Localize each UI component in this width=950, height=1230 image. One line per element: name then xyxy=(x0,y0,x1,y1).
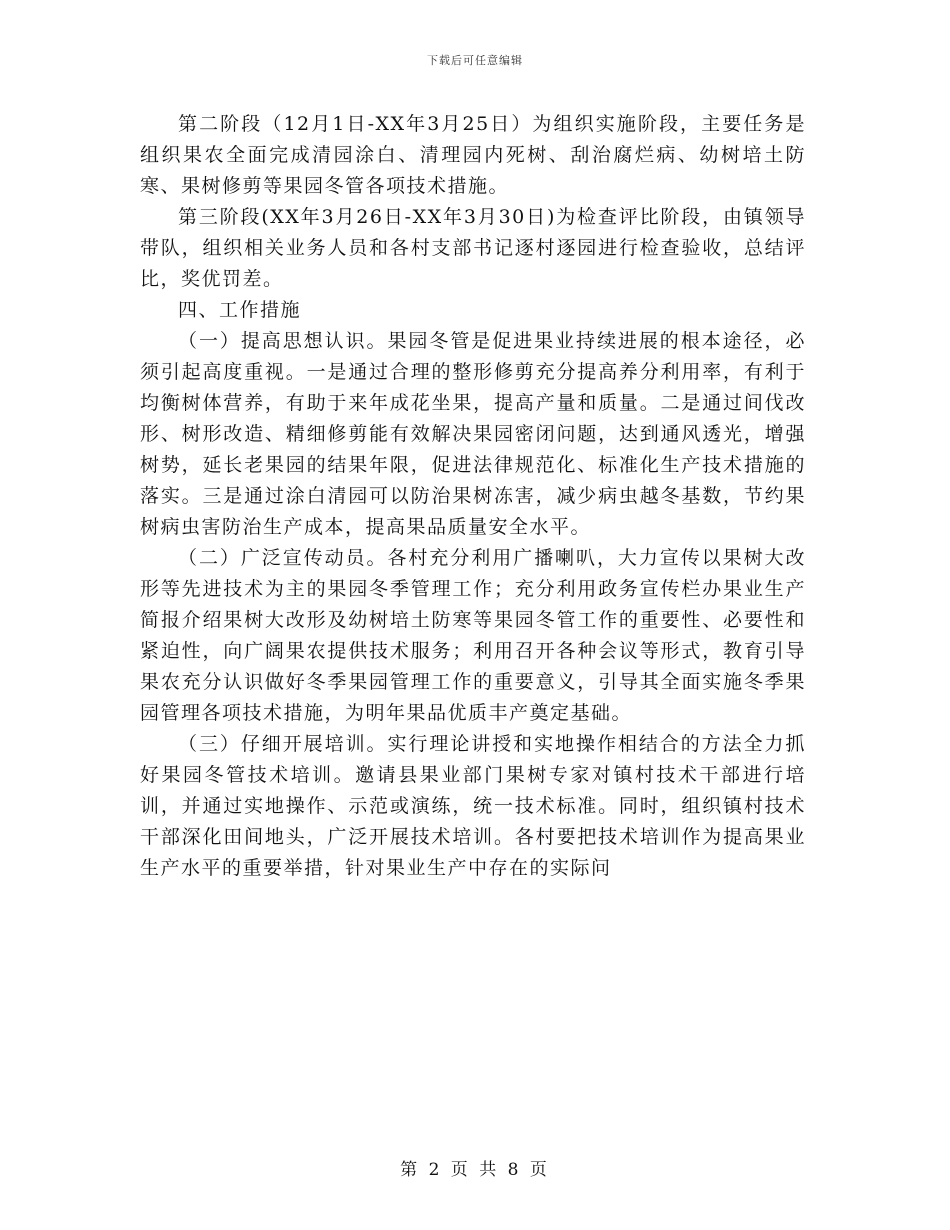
page-number: 第 2 页 共 8 页 xyxy=(400,1160,550,1180)
section-heading-work-measures: 四、工作措施 xyxy=(178,299,302,321)
document-body xyxy=(140,109,806,884)
page-header-note: 下载后可任意编辑 xyxy=(427,54,523,67)
paragraph-measure-one: （一）提高思想认识。果园冬管是促进果业持续进展的根本途径，必须引起高度重视。一是通过合理的整形修剪充分提高养分利用率，有利于均衡树体营养，有助于来年成花坐果，提高产量和质量。二是通过间伐改形、树形改造、精细修剪能有效解决果园密闭问题，达到通风透光，增强树势，延长老果园的结果年限，促进法律规范化、标准化生产技术措施的落实。三是通过涂白清园可以防治果树冻害，减少病虫越冬基数，节约果树病虫害防治生产成本，提高果品质量安全水平。 xyxy=(140,330,806,538)
paragraph-measure-three: （三）仔细开展培训。实行理论讲授和实地操作相结合的方法全力抓好果园冬管技术培训。邀请县果业部门果树专家对镇村技术干部进行培训，并通过实地操作、示范或演练，统一技术标准。同时，组织镇村技术干部深化田间地头，广泛开展技术培训。各村要把技术培训作为提高果业生产水平的重要举措，针对果业生产中存在的实际问 xyxy=(140,733,806,879)
paragraph-measure-two: （二）广泛宣传动员。各村充分利用广播喇叭，大力宣传以果树大改形等先进技术为主的果园冬季管理工作；充分利用政务宣传栏办果业生产简报介绍果树大改形及幼树培土防寒等果园冬管工作的重要性、必要性和紧迫性，向广阔果农提供技术服务；利用召开各种会议等形式，教育引导果农充分认识做好冬季果园管理工作的重要意义，引导其全面实施冬季果园管理各项技术措施，为明年果品优质丰产奠定基础。 xyxy=(140,547,806,724)
paragraph-stage-two: 第二阶段（12月1日-XX年3月25日）为组织实施阶段，主要任务是组织果农全面完成清园涂白、清理园内死树、刮治腐烂病、幼树培土防寒、果树修剪等果园冬管各项技术措施。 xyxy=(140,113,806,197)
paragraph-stage-three: 第三阶段(XX年3月26日-XX年3月30日)为检查评比阶段，由镇领导带队，组织相关业务人员和各村支部书记逐村逐园进行检查验收，总结评比，奖优罚差。 xyxy=(140,206,806,290)
